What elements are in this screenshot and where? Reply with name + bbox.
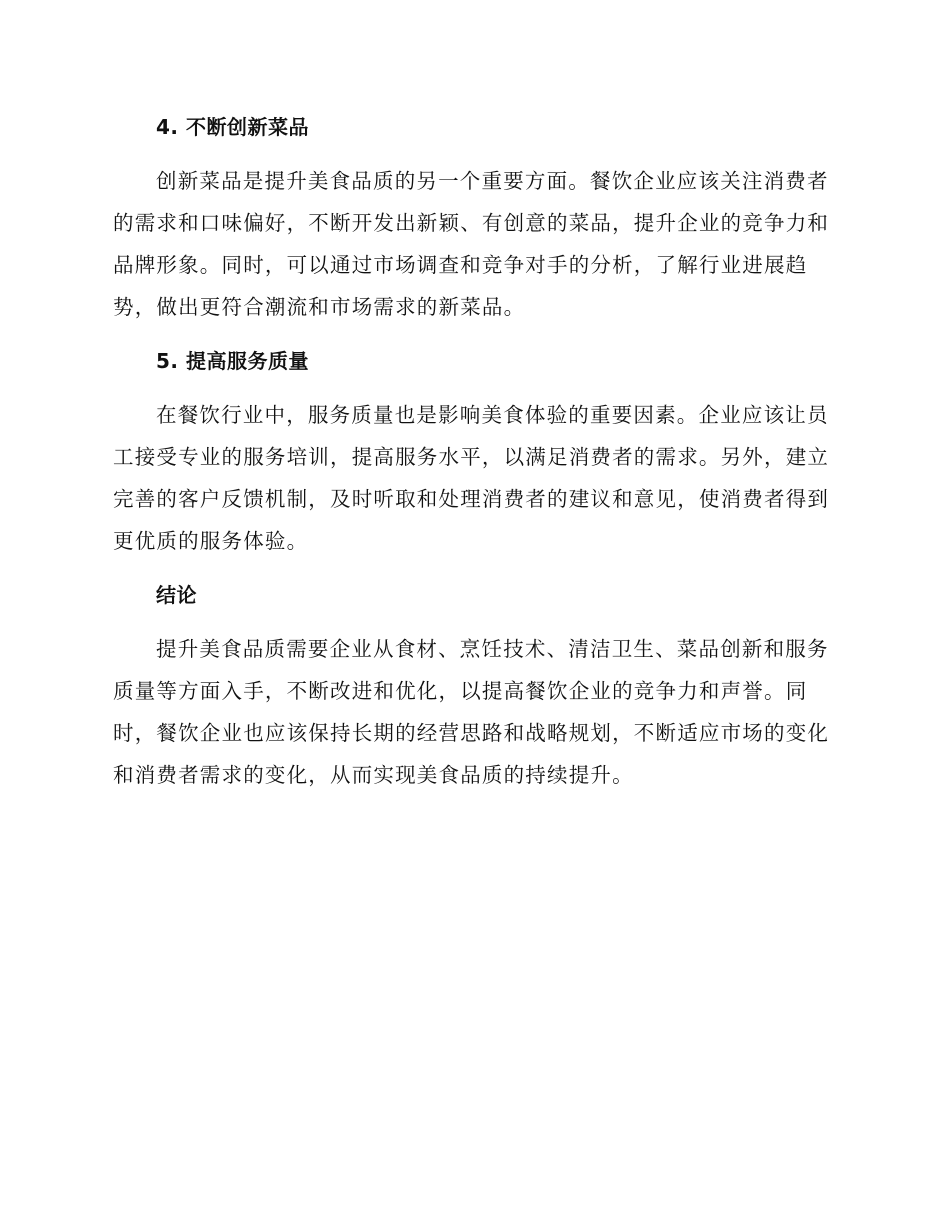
paragraph-line: 更优质的服务体验。: [113, 529, 309, 553]
paragraph-line: 的需求和口味偏好，不断开发出新颖、有创意的菜品，提升企业的竞争力和: [113, 211, 830, 235]
paragraph-line: 提升美食品质需要企业从食材、烹饪技术、清洁卫生、菜品创新和服务: [156, 637, 829, 661]
section-paragraph-service: [113, 394, 833, 562]
section-paragraph-innovation: [113, 160, 833, 328]
paragraph-line: 品牌形象。同时，可以通过市场调查和竞争对手的分析，了解行业进展趋: [113, 253, 808, 277]
paragraph-line: 在餐饮行业中，服务质量也是影响美食体验的重要因素。企业应该让员: [156, 403, 829, 427]
paragraph-line: 创新菜品是提升美食品质的另一个重要方面。餐饮企业应该关注消费者: [156, 169, 829, 193]
paragraph-line: 质量等方面入手，不断改进和优化，以提高餐饮企业的竞争力和声誉。同: [113, 679, 808, 703]
document-body: [113, 108, 833, 810]
section-heading-service: 5. 提高服务质量: [156, 349, 309, 373]
paragraph-line: 时，餐饮企业也应该保持长期的经营思路和战略规划，不断适应市场的变化: [113, 721, 830, 745]
paragraph-line: 势，做出更符合潮流和市场需求的新菜品。: [113, 295, 526, 319]
paragraph-line: 工接受专业的服务培训，提高服务水平，以满足消费者的需求。另外，建立: [113, 445, 830, 469]
section-heading-innovation: 4. 不断创新菜品: [156, 115, 309, 139]
paragraph-line: 和消费者需求的变化，从而实现美食品质的持续提升。: [113, 763, 634, 787]
section-paragraph-conclusion: [113, 628, 833, 796]
section-heading-conclusion: 结论: [156, 583, 197, 607]
paragraph-line: 完善的客户反馈机制，及时听取和处理消费者的建议和意见，使消费者得到: [113, 487, 830, 511]
